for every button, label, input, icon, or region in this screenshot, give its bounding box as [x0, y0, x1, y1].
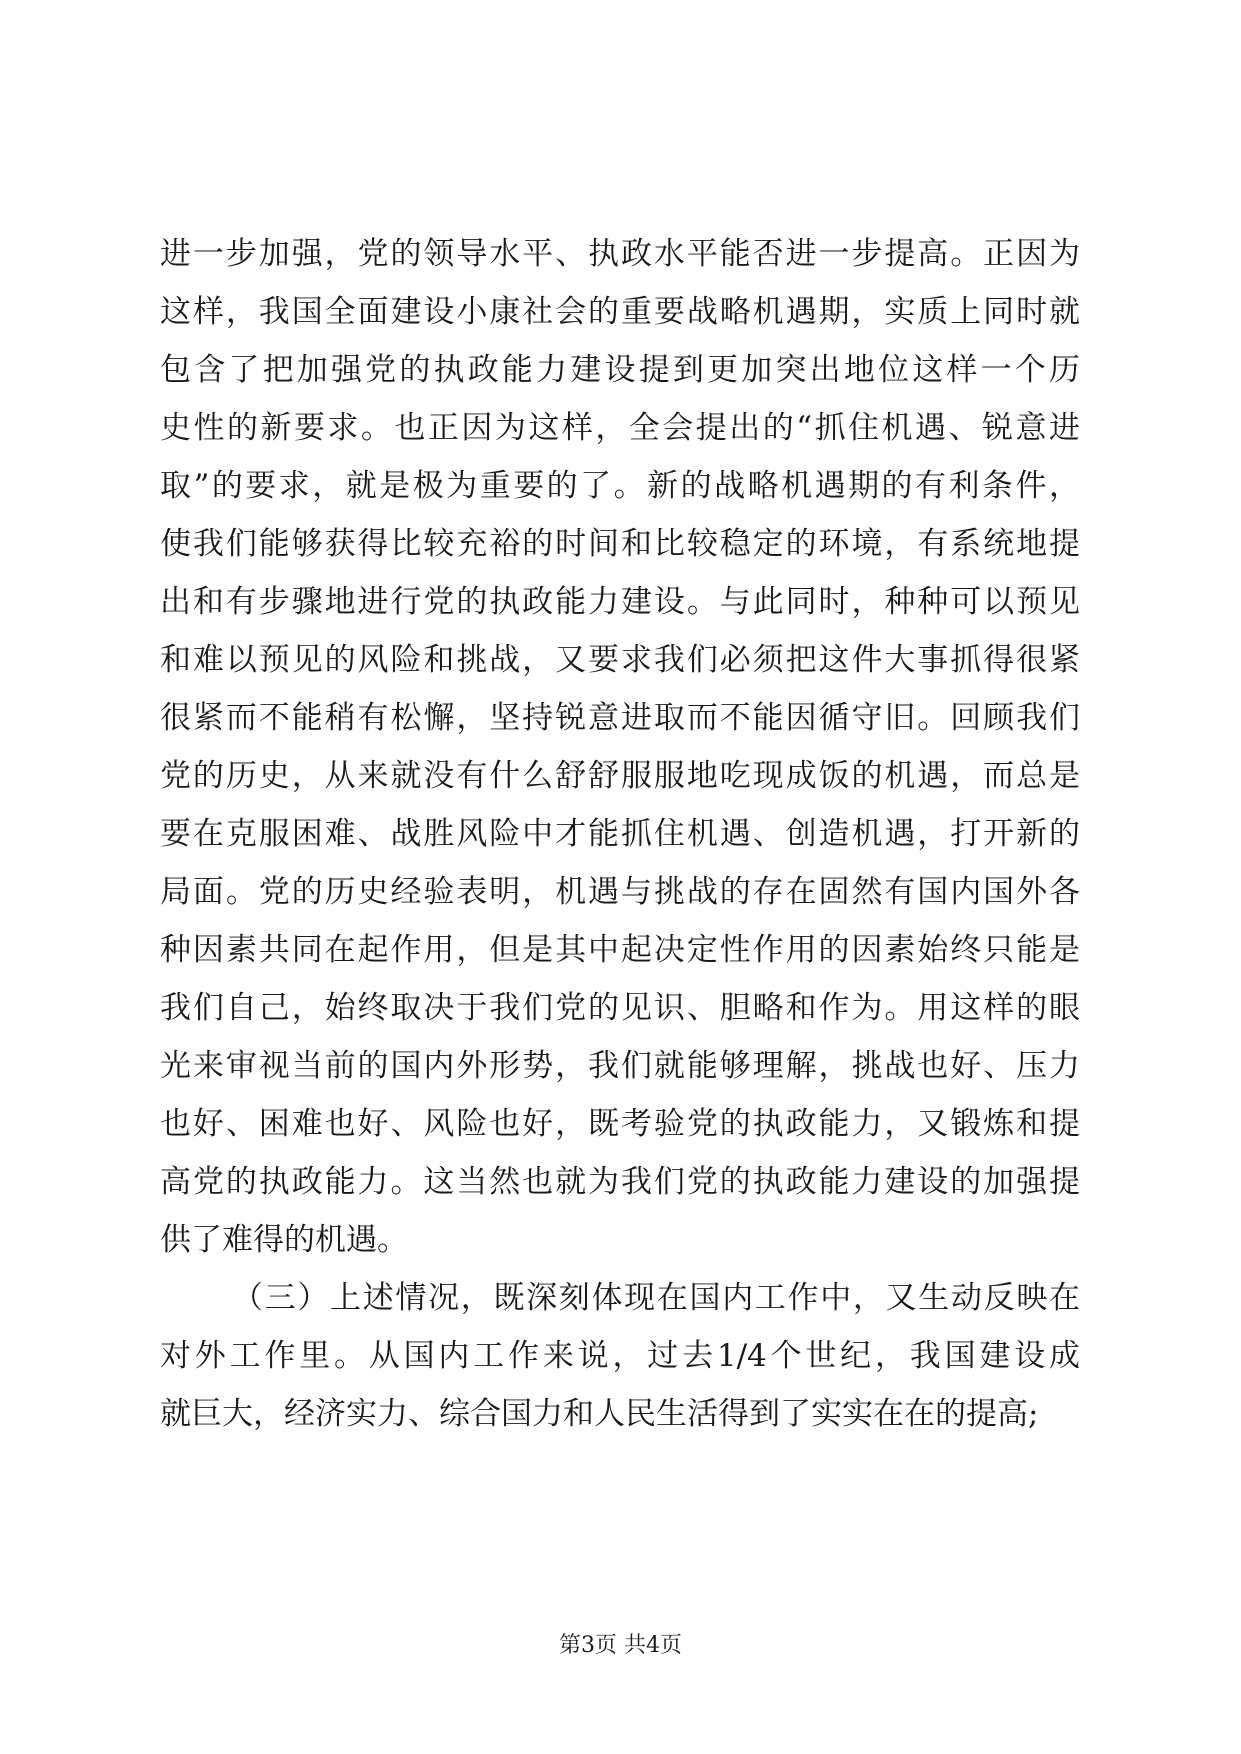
text-line: 史性的新要求。也正因为这样，全会提出的“抓住机遇、锐意进 — [160, 410, 1080, 446]
paragraph-start-line: （三）上述情况，既深刻体现在国内工作中，又生动反映在 — [232, 1280, 1080, 1316]
text-line: 高党的执政能力。这当然也就为我们党的执政能力建设的加强提 — [160, 1164, 1080, 1200]
text-line: 光来审视当前的国内外形势，我们就能够理解，挑战也好、压力 — [160, 1048, 1080, 1084]
text-line: 局面。党的历史经验表明，机遇与挑战的存在固然有国内国外各 — [160, 874, 1080, 910]
text-line: 对外工作里。从国内工作来说，过去1/4个世纪，我国建设成 — [160, 1338, 1080, 1374]
page-footer — [0, 1628, 1241, 1659]
text-line: 取”的要求，就是极为重要的了。新的战略机遇期的有利条件， — [160, 468, 1080, 504]
text-line: 很紧而不能稍有松懈，坚持锐意进取而不能因循守旧。回顾我们 — [160, 700, 1080, 736]
text-line: 包含了把加强党的执政能力建设提到更加突出地位这样一个历 — [160, 352, 1080, 388]
text-line: 这样，我国全面建设小康社会的重要战略机遇期，实质上同时就 — [160, 294, 1080, 330]
page-number-label: 第3页 共4页 — [559, 1633, 682, 1658]
text-line: 和难以预见的风险和挑战，又要求我们必须把这件大事抓得很紧 — [160, 642, 1080, 678]
text-line: 供了难得的机遇。 — [160, 1222, 408, 1258]
body-text — [160, 225, 1080, 1443]
text-line: 出和有步骤地进行党的执政能力建设。与此同时，种种可以预见 — [160, 584, 1080, 620]
text-line: 种因素共同在起作用，但是其中起决定性作用的因素始终只能是 — [160, 932, 1080, 968]
text-line: 进一步加强，党的领导水平、执政水平能否进一步提高。正因为 — [160, 236, 1080, 272]
text-line: 也好、困难也好、风险也好，既考验党的执政能力，又锻炼和提 — [160, 1106, 1080, 1142]
text-line: 要在克服困难、战胜风险中才能抓住机遇、创造机遇，打开新的 — [160, 816, 1080, 852]
text-line: 党的历史，从来就没有什么舒舒服服地吃现成饭的机遇，而总是 — [160, 758, 1080, 794]
text-line: 使我们能够获得比较充裕的时间和比较稳定的环境，有系统地提 — [160, 526, 1080, 562]
text-line: 我们自己，始终取决于我们党的见识、胆略和作为。用这样的眼 — [160, 990, 1080, 1026]
text-line: 就巨大，经济实力、综合国力和人民生活得到了实实在在的提高; — [160, 1396, 1039, 1432]
